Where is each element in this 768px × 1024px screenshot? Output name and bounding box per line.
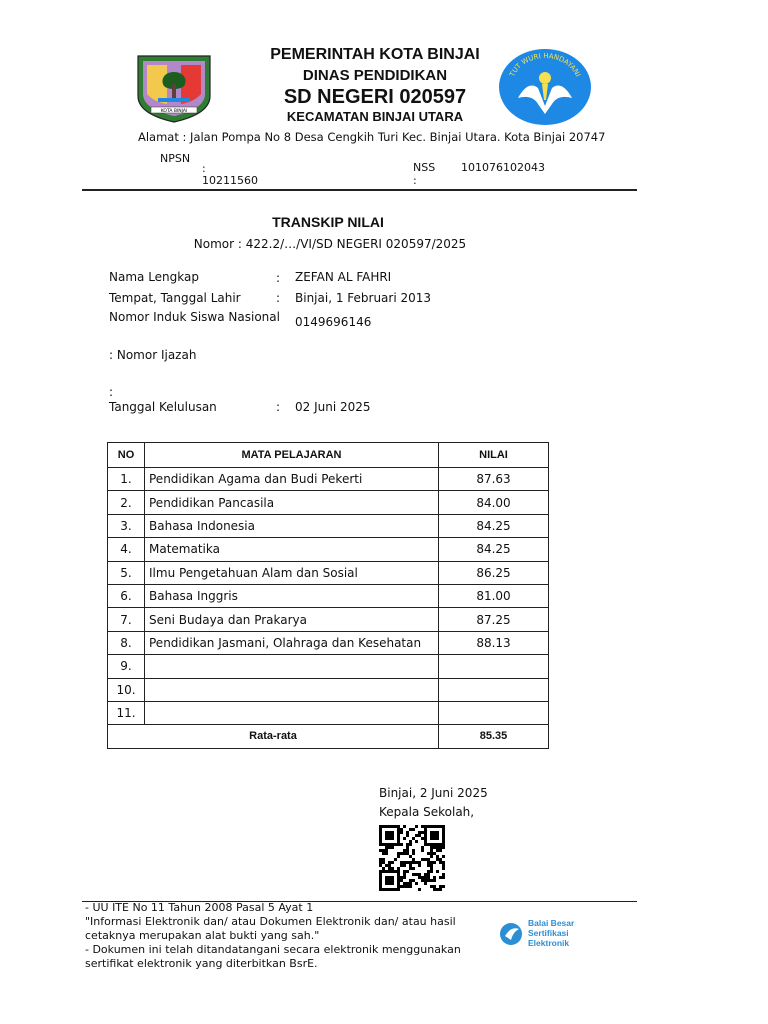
table-row [108, 538, 549, 561]
header-no: NO [108, 443, 145, 468]
ttl-value: Binjai, 1 Februari 2013 [295, 291, 432, 305]
ijazah-label: : Nomor Ijazah [109, 348, 197, 362]
row-number: 4. [108, 538, 145, 561]
document-number: Nomor : 422.2/…/VI/SD NEGERI 020597/2025 [193, 237, 467, 251]
row-score: 88.13 [439, 631, 549, 654]
table-row [108, 561, 549, 584]
document-title: TRANSKIP NILAI [272, 214, 384, 230]
footer-line: "Informasi Elektronik dan/ atau Dokumen Elektronik dan/ atau hasil [85, 915, 456, 928]
kelulusan-label: Tanggal Kelulusan [109, 400, 217, 414]
nama-value: ZEFAN AL FAHRI [295, 270, 392, 284]
school-address: Alamat : Jalan Pompa No 8 Desa Cengkih Turi Kec. Binjai Utara. Kota Binjai 20747 [138, 130, 606, 144]
footer-line: cetaknya merupakan alat bukti yang sah." [85, 929, 320, 942]
row-number: 1. [108, 468, 145, 491]
tut-wuri-handayani-logo [498, 48, 592, 126]
bsre-text-1: Balai Besar [528, 918, 575, 928]
row-score: 87.25 [439, 608, 549, 631]
table-row [108, 655, 549, 678]
npsn-value: 10211560 [202, 174, 258, 187]
kota-binjai-logo [134, 52, 214, 124]
nss-value: 101076102043 [461, 161, 545, 174]
nisn-value: 0149696146 [295, 315, 372, 329]
row-score: 84.00 [439, 491, 549, 514]
logo-motto: TUT WURI HANDAYANI [508, 51, 582, 79]
row-score [439, 655, 549, 678]
average-row [108, 725, 549, 748]
ttl-colon: : [276, 291, 281, 305]
table-row [108, 678, 549, 701]
row-number: 11. [108, 701, 145, 724]
row-subject [145, 655, 439, 678]
table-row [108, 631, 549, 654]
school-name: SD NEGERI 020597 [283, 86, 467, 108]
signature-place-date: Binjai, 2 Juni 2025 [379, 786, 488, 800]
logo-caption: KOTA BINJAI [160, 109, 188, 114]
header-subject: MATA PELAJARAN [145, 443, 439, 468]
row-score: 84.25 [439, 514, 549, 537]
row-number: 9. [108, 655, 145, 678]
row-subject [145, 701, 439, 724]
row-number: 2. [108, 491, 145, 514]
average-value: 85.35 [439, 725, 549, 748]
table-header-row [108, 443, 549, 468]
npsn-colon: : [202, 162, 206, 175]
row-subject: Ilmu Pengetahuan Alam dan Sosial [145, 561, 439, 584]
footer-line: - UU ITE No 11 Tahun 2008 Pasal 5 Ayat 1 [85, 901, 314, 914]
row-subject: Matematika [145, 538, 439, 561]
row-subject: Seni Budaya dan Prakarya [145, 608, 439, 631]
row-number: 8. [108, 631, 145, 654]
nama-label: Nama Lengkap [109, 270, 199, 284]
nss-label: NSS [413, 161, 436, 174]
header-line-2: DINAS PENDIDIKAN [302, 67, 448, 84]
signature-role: Kepala Sekolah, [379, 805, 475, 819]
ttl-label: Tempat, Tanggal Lahir [109, 291, 241, 305]
bsre-text-2: Sertifikasi [528, 928, 569, 938]
bsre-icon [499, 920, 525, 948]
table-row [108, 468, 549, 491]
npsn-label: NPSN [160, 152, 191, 165]
row-number: 5. [108, 561, 145, 584]
row-subject [145, 678, 439, 701]
bsre-text-3: Elektronik [528, 938, 570, 948]
qr-code [379, 825, 445, 891]
header-line-1: PEMERINTAH KOTA BINJAI [270, 46, 480, 63]
footer-line: - Dokumen ini telah ditandatangani secara elektronik menggunakan [85, 943, 461, 956]
table-row [108, 514, 549, 537]
row-score [439, 701, 549, 724]
nss-colon: : [413, 174, 417, 187]
footer-notes [85, 901, 461, 971]
row-score: 84.25 [439, 538, 549, 561]
kelulusan-colon: : [276, 400, 281, 414]
row-number: 3. [108, 514, 145, 537]
row-score: 81.00 [439, 584, 549, 607]
row-subject: Pendidikan Pancasila [145, 491, 439, 514]
table-row [108, 584, 549, 607]
footer-line: sertifikat elektronik yang diterbitkan BsrE. [85, 957, 318, 970]
table-row [108, 491, 549, 514]
nama-colon: : [276, 271, 281, 285]
row-subject: Bahasa Indonesia [145, 514, 439, 537]
kelulusan-value: 02 Juni 2025 [295, 400, 371, 414]
row-number: 6. [108, 584, 145, 607]
row-number: 7. [108, 608, 145, 631]
header-score: NILAI [439, 443, 549, 468]
row-score: 87.63 [439, 468, 549, 491]
average-label: Rata-rata [108, 725, 439, 748]
row-subject: Bahasa Inggris [145, 584, 439, 607]
row-number: 10. [108, 678, 145, 701]
row-score [439, 678, 549, 701]
table-row [108, 608, 549, 631]
row-subject: Pendidikan Jasmani, Olahraga dan Kesehatan [145, 631, 439, 654]
ijazah-colon: : [109, 385, 114, 399]
nisn-label: Nomor Induk Siswa Nasional [109, 310, 280, 324]
row-score: 86.25 [439, 561, 549, 584]
district-name: KECAMATAN BINJAI UTARA [286, 109, 464, 124]
table-row [108, 701, 549, 724]
grades-table [107, 442, 549, 749]
row-subject: Pendidikan Agama dan Budi Pekerti [145, 468, 439, 491]
header-divider [82, 189, 637, 191]
